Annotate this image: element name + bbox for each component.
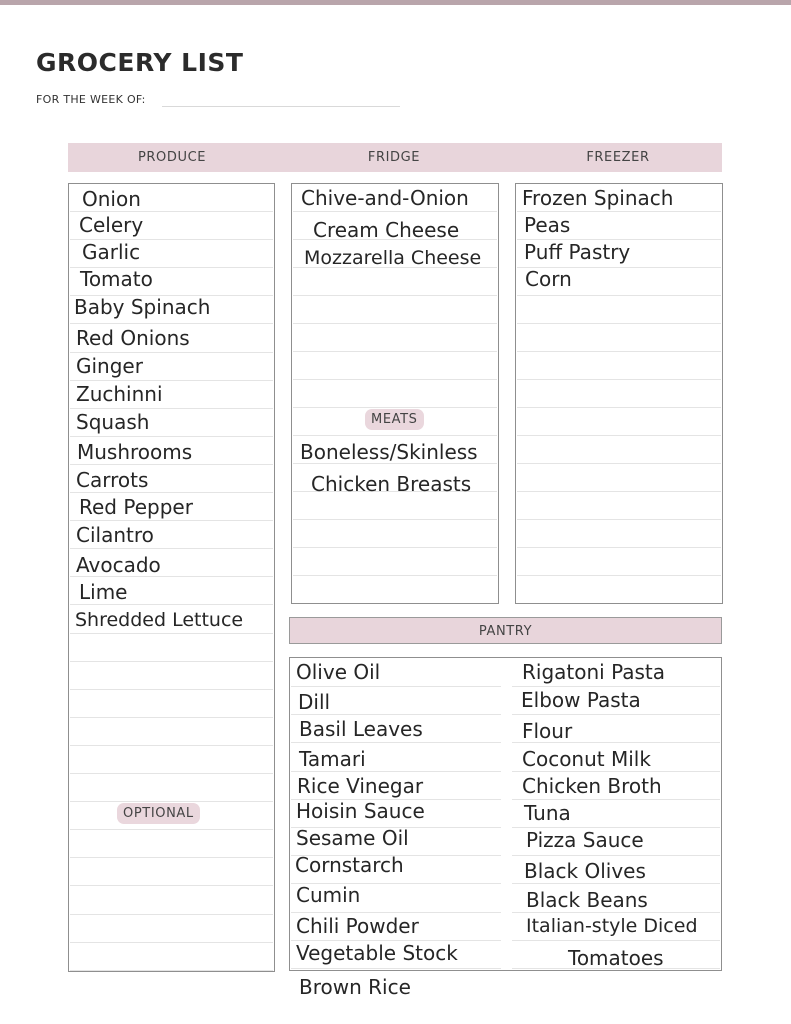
pantry-item: Brown Rice [299, 975, 411, 999]
pantry-item: Olive Oil [296, 660, 381, 684]
freezer-header: FREEZER [586, 150, 650, 165]
section-header-band [68, 143, 722, 172]
ruled-line [291, 714, 501, 715]
meats-badge: MEATS [365, 409, 424, 430]
ruled-line [517, 435, 721, 436]
pantry-item: Rice Vinegar [297, 774, 424, 798]
ruled-line [517, 547, 721, 548]
pantry-item: Coconut Milk [522, 747, 651, 771]
ruled-line [291, 968, 501, 969]
ruled-line [293, 295, 497, 296]
pantry-item: Dill [298, 690, 331, 714]
ruled-line [70, 689, 273, 690]
ruled-line [512, 912, 720, 913]
ruled-line [70, 436, 273, 437]
ruled-line [517, 575, 721, 576]
pantry-item: Tomatoes [568, 946, 664, 970]
ruled-line [293, 547, 497, 548]
week-label: FOR THE WEEK OF: [36, 93, 146, 106]
freezer-item: Peas [524, 213, 571, 237]
ruled-line [70, 380, 273, 381]
pantry-item: Tamari [299, 747, 366, 771]
ruled-line [70, 408, 273, 409]
pantry-item: Hoisin Sauce [296, 799, 425, 823]
ruled-line [293, 435, 497, 436]
pantry-item: Cumin [296, 883, 361, 907]
meat-item: Boneless/Skinless [300, 440, 478, 464]
fridge-header: FRIDGE [367, 150, 421, 165]
produce-item: Lime [79, 580, 128, 604]
ruled-line [512, 855, 720, 856]
top-accent-bar [0, 0, 791, 5]
ruled-line [70, 942, 273, 943]
produce-item: Shredded Lettuce [75, 609, 244, 631]
ruled-line [70, 211, 273, 212]
ruled-line [70, 520, 273, 521]
pantry-item: Black Beans [526, 888, 648, 912]
ruled-line [70, 492, 273, 493]
ruled-line [70, 352, 273, 353]
ruled-line [70, 829, 273, 830]
pantry-item: Pizza Sauce [526, 828, 644, 852]
pantry-item: Cornstarch [295, 853, 404, 877]
ruled-line [517, 351, 721, 352]
freezer-item: Frozen Spinach [522, 186, 674, 210]
produce-item: Cilantro [76, 523, 154, 547]
produce-item: Onion [82, 187, 141, 211]
produce-item: Baby Spinach [74, 295, 211, 319]
ruled-line [70, 970, 273, 971]
produce-item: Tomato [80, 267, 153, 291]
ruled-line [70, 717, 273, 718]
ruled-line [70, 633, 273, 634]
ruled-line [291, 742, 501, 743]
ruled-line [517, 519, 721, 520]
produce-item: Red Onions [76, 326, 190, 350]
pantry-item: Rigatoni Pasta [522, 660, 666, 684]
produce-item: Squash [76, 410, 150, 434]
freezer-item: Puff Pastry [524, 240, 631, 264]
ruled-line [293, 211, 497, 212]
pantry-header: PANTRY [478, 624, 533, 639]
optional-badge: OPTIONAL [117, 803, 200, 824]
ruled-line [70, 604, 273, 605]
ruled-line [512, 940, 720, 941]
freezer-item: Corn [525, 267, 572, 291]
ruled-line [70, 323, 273, 324]
ruled-line [70, 464, 273, 465]
fridge-item: Cream Cheese [313, 218, 460, 242]
ruled-line [70, 857, 273, 858]
ruled-line [293, 519, 497, 520]
produce-item: Carrots [76, 468, 149, 492]
pantry-item: Black Olives [524, 859, 646, 883]
ruled-line [70, 914, 273, 915]
produce-item: Red Pepper [79, 495, 193, 519]
ruled-line [517, 407, 721, 408]
pantry-item: Sesame Oil [296, 826, 409, 850]
pantry-item: Elbow Pasta [521, 688, 641, 712]
ruled-line [517, 295, 721, 296]
fridge-item: Mozzarella Cheese [304, 247, 482, 269]
produce-header: PRODUCE [137, 150, 207, 165]
pantry-item: Vegetable Stock [296, 941, 458, 965]
ruled-line [517, 491, 721, 492]
produce-item: Zuchinni [76, 382, 163, 406]
ruled-line [70, 548, 273, 549]
ruled-line [70, 661, 273, 662]
ruled-line [293, 575, 497, 576]
produce-item: Avocado [76, 553, 161, 577]
ruled-line [291, 686, 501, 687]
ruled-line [291, 771, 501, 772]
produce-item: Garlic [82, 240, 141, 264]
ruled-line [517, 323, 721, 324]
pantry-item: Flour [522, 719, 573, 743]
produce-item: Mushrooms [77, 440, 193, 464]
ruled-line [293, 323, 497, 324]
ruled-line [70, 801, 273, 802]
week-input-line[interactable] [162, 106, 400, 107]
produce-item: Celery [79, 213, 144, 237]
ruled-line [512, 771, 720, 772]
ruled-line [70, 773, 273, 774]
meat-item: Chicken Breasts [311, 472, 472, 496]
ruled-line [512, 714, 720, 715]
ruled-line [517, 463, 721, 464]
pantry-item: Basil Leaves [299, 717, 423, 741]
ruled-line [293, 351, 497, 352]
pantry-item: Italian-style Diced [526, 915, 698, 937]
fridge-item: Chive-and-Onion [301, 186, 469, 210]
pantry-item: Chili Powder [296, 914, 419, 938]
ruled-line [293, 379, 497, 380]
produce-item: Ginger [76, 354, 143, 378]
ruled-line [512, 686, 720, 687]
ruled-line [512, 799, 720, 800]
ruled-line [70, 745, 273, 746]
pantry-item: Chicken Broth [522, 774, 662, 798]
ruled-line [517, 211, 721, 212]
ruled-line [517, 379, 721, 380]
ruled-line [70, 885, 273, 886]
ruled-line [291, 912, 501, 913]
ruled-line [293, 407, 497, 408]
pantry-item: Tuna [524, 801, 571, 825]
ruled-line [512, 883, 720, 884]
page-title: GROCERY LIST [36, 48, 244, 77]
pantry-header-band [289, 617, 722, 644]
